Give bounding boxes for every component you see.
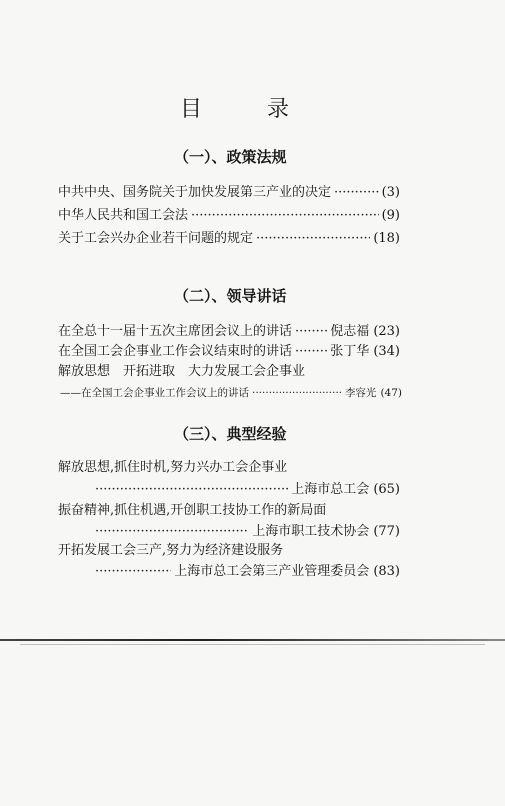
toc-entry[interactable] [58,459,400,476]
page-bottom-rule [0,639,505,641]
dot-leader [295,343,327,360]
toc-entry-leader[interactable] [92,481,400,498]
entry-author: 上海市职工技术协会 [252,524,370,539]
entry-author: 李容光 [344,387,377,399]
toc-entry-subtitle[interactable] [60,385,402,402]
section-heading-policy: （一）、政策法规 [174,148,287,166]
toc-entry-leader[interactable] [92,523,400,540]
toc-entry[interactable] [58,323,400,340]
entry-subtitle: ——在全国工会企事业工作会议上的讲话 [60,387,249,399]
entry-title: 解放思想 开拓进取 大力发展工会企事业 [58,364,306,379]
entry-title: 开拓发展工会三产,努力为经济建设服务 [58,543,284,558]
dot-leader [295,323,327,340]
title-char-1: 目 [180,97,204,122]
entry-page: (9) [381,208,400,223]
section-heading-speeches: （二）、领导讲话 [174,287,287,305]
entry-page: (23) [373,324,400,339]
section-heading-experience: （三）、典型经验 [174,425,287,443]
toc-entry[interactable] [58,343,400,360]
entry-title: 在全总十一届十五次主席团会议上的讲话 [58,324,293,339]
entry-page: (18) [373,231,400,246]
page-title [180,92,290,123]
entry-page: (47) [380,387,402,399]
entry-title: 振奋精神,抓住机遇,开创职工技协工作的新局面 [58,503,327,518]
entry-author: 上海市总工会第三产业管理委员会 [174,564,370,579]
dot-leader [95,523,249,540]
dot-leader [334,184,379,201]
entry-page: (34) [373,344,400,359]
dot-leader [256,230,370,247]
toc-entry[interactable] [58,207,400,224]
dot-leader [191,207,379,224]
entry-page: (77) [373,524,400,539]
toc-entry[interactable] [58,184,400,201]
page-bottom-rule-faint [20,644,485,645]
entry-page: (65) [373,482,400,497]
entry-title: 解放思想,抓住时机,努力兴办工会企事业 [58,460,288,475]
title-char-2: 录 [266,97,290,122]
dot-leader [95,481,288,498]
entry-page: (3) [381,185,400,200]
entry-title: 中共中央、国务院关于加快发展第三产业的决定 [58,185,332,200]
entry-page: (83) [373,564,400,579]
entry-author: 上海市总工会 [291,482,370,497]
entry-author: 张丁华 [330,344,370,359]
dot-leader [252,385,342,402]
toc-entry[interactable] [58,542,400,559]
toc-entry[interactable] [58,502,400,519]
toc-entry[interactable] [58,230,400,247]
toc-entry-leader[interactable] [92,563,400,580]
entry-title: 中华人民共和国工会法 [58,208,189,223]
toc-entry[interactable] [58,363,400,380]
entry-title: 在全国工会企事业工作会议结束时的讲话 [58,344,293,359]
entry-author: 倪志福 [330,324,370,339]
entry-title: 关于工会兴办企业若干问题的规定 [58,231,254,246]
dot-leader [95,563,171,580]
